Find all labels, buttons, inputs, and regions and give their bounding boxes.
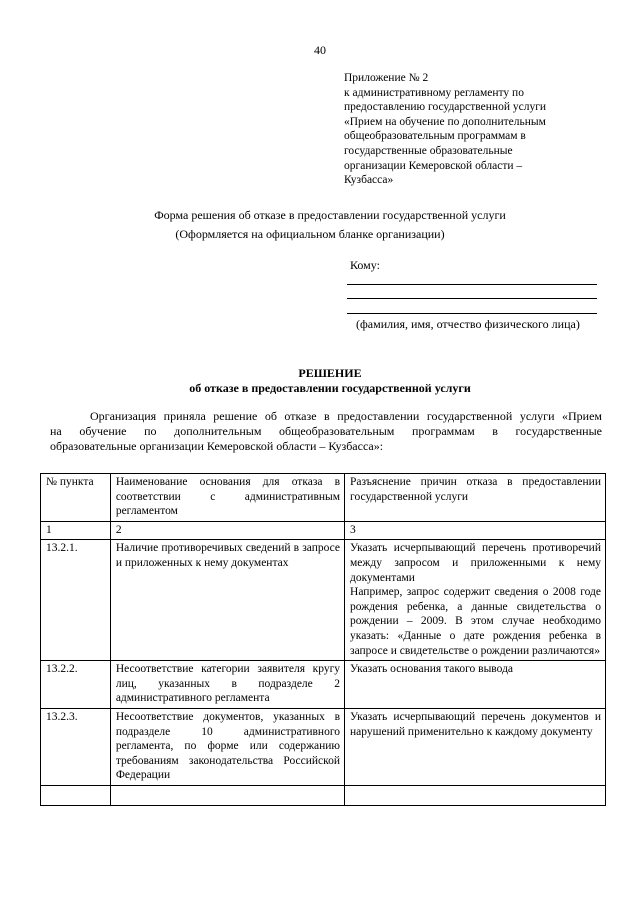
- appendix-line: организации Кемеровской области –: [344, 159, 523, 172]
- recipient-line: [347, 313, 597, 314]
- header-point: № пункта: [41, 474, 111, 522]
- point-cell: 13.2.1.: [41, 540, 111, 661]
- appendix-line: Приложение № 2: [344, 72, 429, 84]
- recipient-caption: (фамилия, имя, отчество физического лица): [356, 317, 580, 331]
- header-reason: Наименование основания для отказа в соответствии с административным регламентом: [110, 474, 344, 522]
- page-number: 40: [314, 43, 326, 57]
- empty-cell: [110, 785, 344, 805]
- explanation-cell: Указать основания такого вывода: [345, 661, 606, 709]
- reason-cell: Несоответствие категории заявителя кругу лиц, указанных в подразделе 2 административного регламента: [110, 661, 344, 709]
- numbering-cell: 3: [345, 521, 606, 540]
- appendix-line: Кузбасса»: [344, 174, 394, 187]
- form-subtitle: (Оформляется на официальном бланке организации): [175, 227, 445, 241]
- appendix-line: общеобразовательным программам в: [344, 130, 526, 143]
- numbering-cell: 2: [110, 521, 344, 540]
- recipient-line: [347, 284, 597, 285]
- intro-paragraph: [50, 409, 602, 454]
- intro-line: на обучение по дополнительным общеобразовательным программам в государственные: [50, 424, 602, 438]
- empty-cell: [345, 785, 606, 805]
- intro-line: образовательные организации Кемеровской области – Кузбасса»:: [50, 439, 384, 453]
- empty-cell: [41, 785, 111, 805]
- explanation-cell: [345, 540, 606, 661]
- table-row: [41, 708, 606, 785]
- explanation-cell: Указать исчерпывающий перечень документов и нарушений применительно к каждому документу: [345, 708, 606, 785]
- appendix-header: [344, 71, 594, 188]
- explanation-text: Указать исчерпывающий перечень противоречий между запросом и приложенными к нему документами: [350, 542, 601, 584]
- numbering-cell: 1: [41, 521, 111, 540]
- table-header-row: [41, 474, 606, 522]
- table-row: [41, 661, 606, 709]
- refusal-reasons-table: [40, 473, 606, 806]
- reason-cell: Несоответствие документов, указанных в подразделе 10 административного регламента, по форме или содержанию требованиям законодательства Российской Федерации: [110, 708, 344, 785]
- recipient-line: [347, 298, 597, 299]
- table-numbering-row: [41, 521, 606, 540]
- point-cell: 13.2.3.: [41, 708, 111, 785]
- appendix-line: предоставлению государственной услуги: [344, 101, 547, 114]
- explanation-example: Например, запрос содержит сведения о 2008 годе рождения ребенка, а данные свидетельства о рождении – 2009. В этом случае необходимо указать: «Данные о дате рождения ребенка в запросе и свидетельстве о рождении различаются»: [350, 586, 601, 657]
- appendix-line: к административному регламенту по: [344, 86, 524, 99]
- header-explanation: Разъяснение причин отказа в предоставлении государственной услуги: [345, 474, 606, 522]
- form-title: Форма решения об отказе в предоставлении государственной услуги: [154, 208, 506, 222]
- point-cell: 13.2.2.: [41, 661, 111, 709]
- decision-subtitle: об отказе в предоставлении государственной услуги: [189, 381, 471, 395]
- appendix-line: «Прием на обучение по дополнительным: [344, 115, 546, 128]
- table-row: [41, 785, 606, 805]
- reason-cell: Наличие противоречивых сведений в запросе и приложенных к нему документах: [110, 540, 344, 661]
- recipient-label: Кому:: [350, 258, 380, 272]
- table-row: [41, 540, 606, 661]
- decision-title: РЕШЕНИЕ: [298, 366, 362, 380]
- intro-line: Организация приняла решение об отказе в предоставлении государственной услуги «Прием: [90, 409, 602, 423]
- appendix-line: государственные образовательные: [344, 144, 513, 157]
